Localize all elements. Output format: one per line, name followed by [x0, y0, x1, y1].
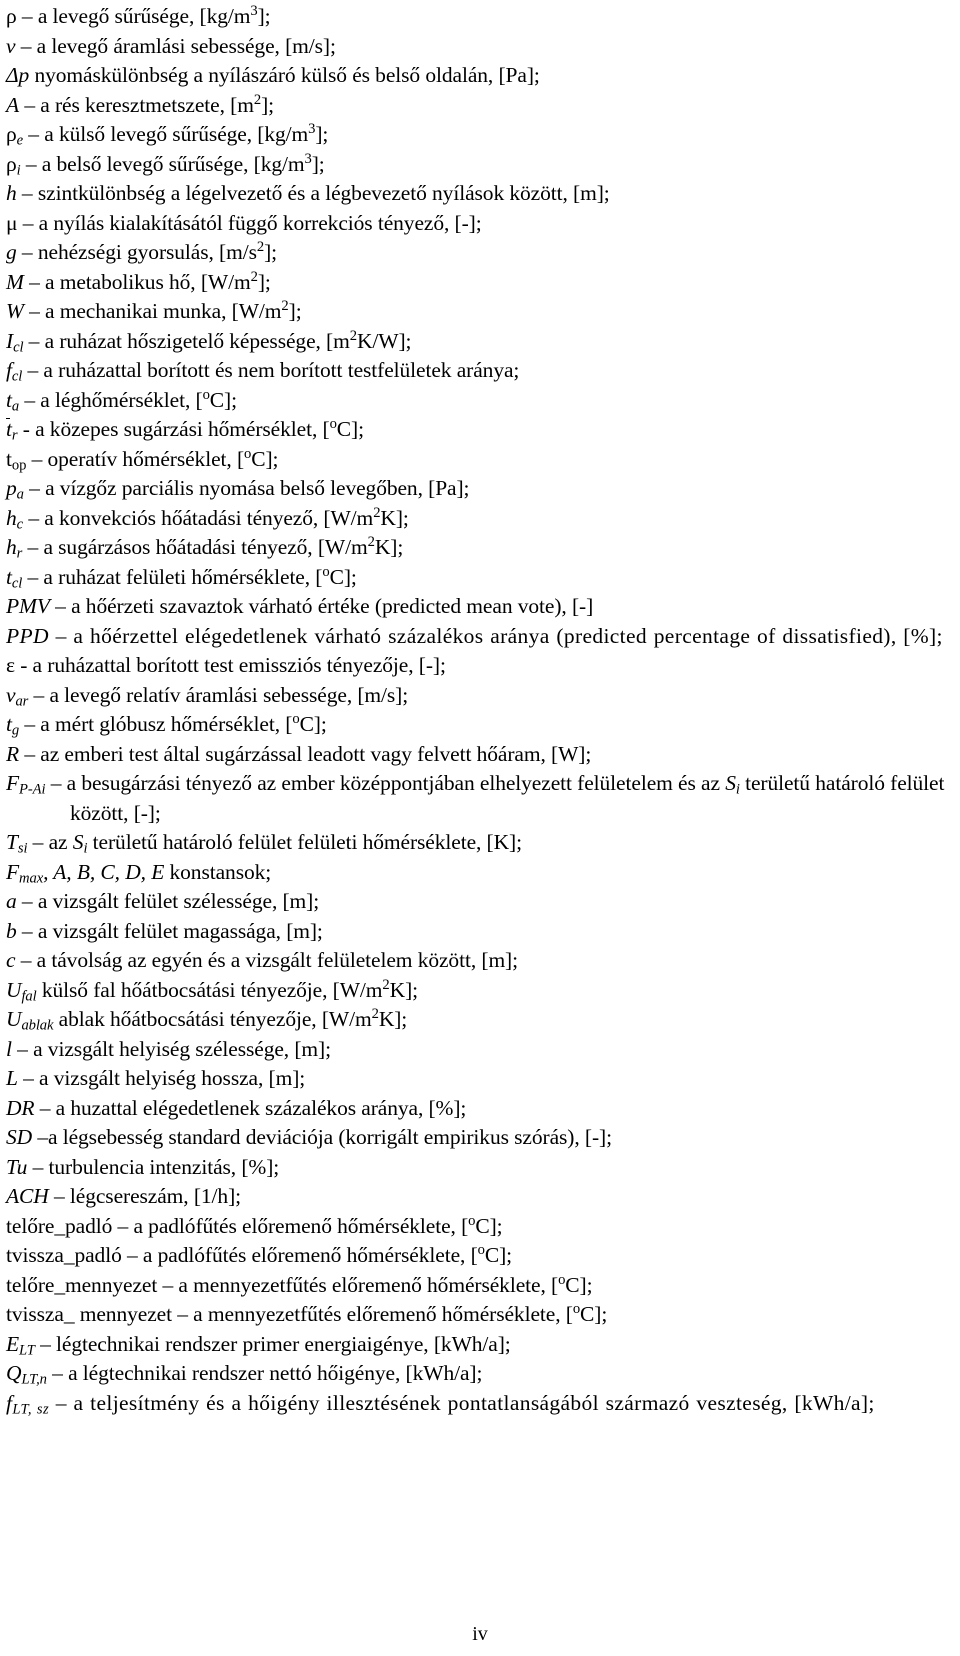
symbol-description: – a vizsgált felület szélessége, [m];	[16, 889, 320, 913]
symbol-description: külső fal hőátbocsátási tényezője, [W/m	[36, 977, 383, 1002]
symbol-entry	[6, 1123, 954, 1153]
symbol: t	[6, 564, 12, 589]
symbol: f	[6, 358, 12, 382]
symbol-entry: $F_{max}$, A, B, C, D, E konstansok;	[6, 859, 272, 887]
symbol-entry: $U_{ablak}$ ablak hőátbocsátási tényezője, $[W/m^2K]$;	[6, 1005, 408, 1034]
symbol-entry	[6, 887, 954, 917]
symbol: SD	[6, 1125, 33, 1149]
symbol-description: – a mért glóbusz hőmérséklet, [	[19, 712, 293, 736]
symbol-entry: A – a rés keresztmetszete, $[m^2]$;	[6, 91, 274, 117]
symbol: A	[6, 92, 20, 117]
symbol: f	[6, 1390, 13, 1415]
symbol-description: – a levegő áramlási sebessége, [m/s];	[15, 33, 336, 58]
symbol: ρ	[6, 4, 17, 28]
symbol-description: – a légtechnikai rendszer nettó hőigénye, [kWh/a];	[46, 1361, 483, 1385]
symbol-description: – a léghőmérséklet, [	[19, 387, 203, 412]
symbol-description: – a hőérzettel elégedetlenek várható százalékos aránya (predicted percentage of dissatisfied), [%];	[48, 623, 943, 648]
symbol-entry: $t_r$ - a közepes sugárzási hőmérséklet, [$^o$C];	[6, 415, 364, 444]
symbol-entry	[6, 946, 954, 976]
symbol-entry: $Q_{LT,n}$ – a légtechnikai rendszer nettó hőigénye, [kWh/a];	[6, 1361, 483, 1388]
symbol-description: – a vizsgált felület magassága, [m];	[16, 918, 323, 943]
symbol-entry	[6, 740, 954, 770]
symbol: Q	[6, 1361, 22, 1385]
symbol-entry	[6, 179, 954, 209]
symbol-description: - a ruházattal borított test emissziós tényezője, [-];	[14, 653, 446, 677]
symbol: L	[6, 1066, 18, 1090]
symbol: v	[6, 682, 16, 707]
symbol-entry	[6, 32, 954, 62]
symbol-description: – a ruházat felületi hőmérséklete, [	[22, 564, 323, 589]
symbol: b	[6, 918, 17, 943]
symbol: t	[6, 415, 12, 445]
symbol-description: – a mennyezetfűtés előremenő hőmérséklete, [	[171, 1302, 573, 1326]
symbol-description: – a belső levegő sűrűsége, [kg/m	[20, 151, 305, 176]
symbol-entry	[6, 1153, 954, 1183]
symbol: h	[6, 535, 17, 559]
symbol-description: – a vizsgált helyiség hossza, [m];	[17, 1066, 306, 1090]
symbol-description: – a rés keresztmetszete, [m	[19, 92, 254, 117]
symbol-description: – a távolság az egyén és a vizsgált felületelem között, [m];	[15, 948, 518, 972]
symbol-entry	[6, 592, 954, 622]
symbol-entry: telőre_padló – a padlófűtés előremenő hőmérséklete, [$^o$C];	[6, 1212, 503, 1238]
symbol-entry: $v_{ar}$ – a levegő relatív áramlási sebessége, [m/s];	[6, 682, 409, 710]
symbol-entry	[6, 209, 954, 239]
symbol: Δp	[6, 63, 30, 87]
symbol: a	[6, 889, 17, 913]
symbol: t	[6, 446, 12, 471]
symbol-description: nyomáskülönbség a nyílászáró külső és belső oldalán, [Pa];	[29, 63, 540, 87]
symbol-description: – nehézségi gyorsulás, [m/s	[16, 240, 257, 264]
symbol: Tu	[6, 1154, 28, 1179]
symbol-description: – a metabolikus hő, [W/m	[23, 269, 251, 294]
symbol-description: – a besugárzási tényező az ember középpontjában elhelyezett felületelem és az	[45, 771, 726, 795]
symbol-entry: $f_{cl}$ – a ruházattal borított és nem borított testfelületek aránya;	[6, 358, 520, 385]
symbol-entry: $f_{LT, sz}$ – a teljesítmény és a hőigény illesztésének pontatlanságából származó veszteség, [kWh/a];	[6, 1390, 875, 1418]
symbol-entry	[6, 1064, 954, 1094]
symbol-list	[6, 2, 954, 1418]
symbol-entry: $F_{P-Ai}$ – a besugárzási tényező az ember középpontjában elhelyezett felületelem és az $S_i$ területű határoló felület között, [-];	[6, 771, 945, 825]
symbol-entry: telőre_mennyezet – a mennyezetfűtés előremenő hőmérséklete, [$^o$C];	[6, 1271, 593, 1297]
symbol-description: – operatív hőmérséklet, [	[26, 446, 244, 471]
symbol-entry	[6, 622, 954, 652]
symbol: tvissza_ mennyezet	[6, 1302, 172, 1326]
symbol-entry: tvissza_ mennyezet – a mennyezetfűtés előremenő hőmérséklete, [$^o$C];	[6, 1300, 608, 1326]
symbol: h	[6, 505, 17, 530]
symbol-description: – a ruházat hőszigetelő képessége, [m	[23, 328, 350, 353]
symbol: l	[6, 1036, 12, 1061]
symbol-entry	[6, 651, 954, 681]
symbol: M	[6, 269, 24, 294]
symbol: ρ	[6, 151, 17, 176]
symbol: ρ	[6, 122, 17, 146]
symbol-entry: $h_c$ – a konvekciós hőátadási tényező, $[W/m^2K]$;	[6, 504, 409, 533]
symbol-description: – a levegő sűrűsége, [kg/m	[16, 4, 251, 28]
symbol: telőre_mennyezet	[6, 1272, 158, 1297]
symbol-description: – a konvekciós hőátadási tényező, [W/m	[23, 505, 374, 530]
symbol-description: – turbulencia intenzitás, [%];	[27, 1154, 280, 1179]
symbol-description: – a huzattal elégedetlenek százalékos aránya, [%];	[34, 1095, 467, 1120]
symbol-entry: $h_r$ – a sugárzásos hőátadási tényező, $[W/m^2K]$;	[6, 533, 404, 562]
symbol-entry: $t_{cl}$ – a ruházat felületi hőmérséklete, [$^o$C];	[6, 563, 357, 592]
symbol-entry: ρ – a levegő sűrűsége, $[kg/m^3]$;	[6, 2, 271, 28]
symbol: t	[6, 712, 12, 736]
symbol-entry: $t_{op}$ – operatív hőmérséklet, [$^o$C];	[6, 445, 279, 474]
symbol: U	[6, 1007, 22, 1031]
symbol-description: – a mechanikai munka, [W/m	[23, 299, 282, 323]
symbol: I	[6, 328, 14, 353]
symbol-entry	[6, 917, 954, 947]
symbol-description: – légtechnikai rendszer primer energiaigénye, [kWh/a];	[34, 1331, 511, 1356]
symbol: E	[6, 1331, 20, 1356]
symbol-entry: M – a metabolikus hő, $[W/m^2]$;	[6, 268, 271, 294]
symbol-entry	[6, 1035, 954, 1065]
symbol: T	[6, 830, 18, 854]
symbol-description: – légcsereszám, [1/h];	[48, 1184, 242, 1208]
symbol-description: – a mennyezetfűtés előremenő hőmérséklete, [	[157, 1272, 559, 1297]
symbol: telőre_padló	[6, 1213, 113, 1238]
symbol-description: – a ruházattal borított és nem borított testfelületek aránya;	[22, 358, 520, 382]
symbol-description: - a közepes sugárzási hőmérséklet, [	[17, 417, 330, 441]
symbol-entry	[6, 1094, 954, 1124]
symbol-entry: $I_{cl}$ – a ruházat hőszigetelő képessége, $[m^2K/W]$;	[6, 327, 412, 356]
symbol-entry	[6, 61, 954, 91]
symbol-description: – szintkülönbség a légelvezető és a légbevezető nyílások között, [m];	[16, 181, 610, 205]
symbol-entry: $E_{LT}$ – légtechnikai rendszer primer energiaigénye, [kWh/a];	[6, 1331, 511, 1359]
symbol: ε	[6, 653, 15, 677]
symbol-description: – a sugárzásos hőátadási tényező, [W/m	[22, 535, 368, 559]
symbol-description: – a vizsgált helyiség szélessége, [m];	[11, 1036, 331, 1061]
symbol-entry: $T_{si}$ – az $S_i$ területű határoló felület felületi hőmérséklete, [K];	[6, 830, 522, 857]
symbol-description: – a nyílás kialakításától függő korrekciós tényező, [-];	[17, 210, 482, 235]
symbol: R	[6, 741, 20, 766]
symbol-entry: $\rho_e$ – a külső levegő sűrűsége, $[kg/m^3]$;	[6, 120, 329, 149]
symbol-description: , A, B, C, D, E	[43, 859, 165, 884]
symbol-description: – a vízgőz parciális nyomása belső levegőben, [Pa];	[23, 476, 470, 500]
symbol-description: –a légsebesség standard deviációja (korrigált empirikus szórás), [-];	[32, 1125, 612, 1149]
symbol-entry: g – nehézségi gyorsulás, $[m/s^2]$;	[6, 238, 278, 264]
symbol-entry	[6, 1182, 954, 1212]
symbol: p	[6, 476, 17, 500]
symbol-description: – az	[27, 830, 73, 854]
symbol-entry: $U_{fal}$ külső fal hőátbocsátási tényezője, $[W/m^2K]$;	[6, 976, 419, 1005]
symbol: h	[6, 181, 17, 205]
symbol: t	[6, 387, 12, 412]
symbol: v	[6, 33, 16, 58]
symbol-description: – a padlófűtés előremenő hőmérséklete, [	[112, 1213, 469, 1238]
symbol-entry: $p_a$ – a vízgőz parciális nyomása belső levegőben, [Pa];	[6, 476, 470, 503]
symbol: ACH	[6, 1184, 49, 1208]
symbol: μ	[6, 210, 18, 235]
symbol-entry: W – a mechanikai munka, $[W/m^2]$;	[6, 297, 302, 323]
symbol-description: – a padlófűtés előremenő hőmérséklete, [	[121, 1243, 478, 1267]
symbol-entry: $t_g$ – a mért glóbusz hőmérséklet, [$^o$C];	[6, 710, 327, 739]
symbol: tvissza_padló	[6, 1243, 122, 1267]
symbol: F	[6, 771, 20, 795]
symbol-description: – a hőérzeti szavaztok várható értéke (predicted mean vote), [-]	[49, 594, 594, 618]
symbol-entry: $t_a$ – a léghőmérséklet, [$^o$C];	[6, 386, 237, 415]
symbol: PPD	[6, 623, 49, 648]
symbol: W	[6, 299, 24, 323]
symbol-entry: $\rho_i$ – a belső levegő sűrűsége, $[kg/m^3]$;	[6, 150, 325, 179]
symbol: U	[6, 977, 22, 1002]
symbol: c	[6, 948, 16, 972]
symbol-description: – a levegő relatív áramlási sebessége, [m/s];	[28, 682, 409, 707]
symbol-description: – a külső levegő sűrűsége, [kg/m	[23, 122, 309, 146]
symbol-description: ablak hőátbocsátási tényezője, [W/m	[53, 1007, 372, 1031]
symbol-entry: tvissza_padló – a padlófűtés előremenő hőmérséklete, [$^o$C];	[6, 1241, 513, 1267]
symbol-description: – az emberi test által sugárzással leadott vagy felvett hőáram, [W];	[19, 741, 592, 766]
symbol: DR	[6, 1095, 35, 1120]
symbol: PMV	[6, 594, 50, 618]
page-number: iv	[472, 1623, 488, 1645]
symbol-description: – a teljesítmény és a hőigény illesztésének pontatlanságából származó veszteség, [kWh/a];	[48, 1390, 875, 1415]
symbol: F	[6, 859, 20, 884]
symbol: g	[6, 240, 17, 264]
